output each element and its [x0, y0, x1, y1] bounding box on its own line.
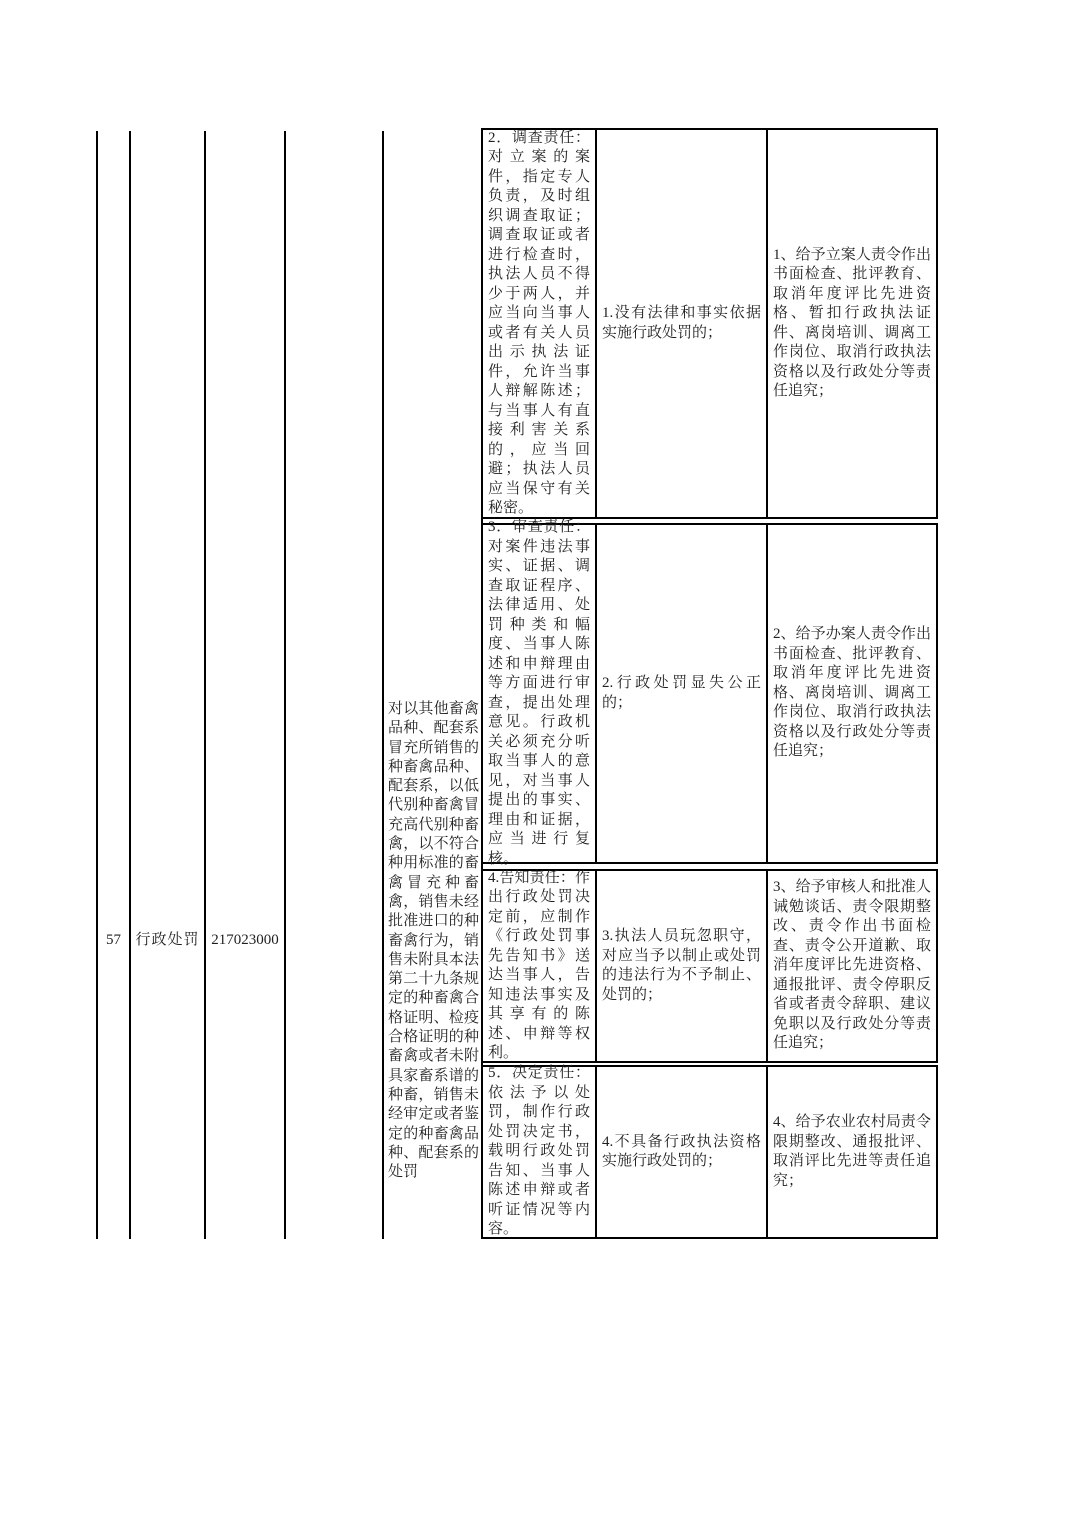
accountability-text: 3、给予审核人和批准人诫勉谈话、责令限期整改、责令作出书面检查、责令公开道歉、取消年度评比先进资格、通报批评、责令停职反省或者责令辞职、建议免职以及行政处分等责任追究；	[773, 879, 931, 1052]
responsibility-text: 3．审查责任：对案件违法事实、证据、调查取证程序、法律适用、处罚种类和幅度、当事人陈述和申辩理由等方面进行审查，提出处理意见。行政机关必须充分听取当事人的意见，对当事人提出的事实、理由和证据，应当进行复核。	[488, 519, 590, 867]
accountability-text: 1、给予立案人责令作出书面检查、批评教育、取消年度评比先进资格、暂扣行政执法证件、离岗培训、调离工作岗位、取消行政执法资格以及行政处分等责任追究；	[773, 246, 931, 399]
accountability-cell	[768, 525, 936, 862]
responsibility-cell	[483, 130, 597, 517]
violation-cell	[597, 130, 768, 517]
item-description-cell: 对以其他畜禽品种、配套系冒充所销售的种畜禽品种、配套系，以低代别种畜禽冒充高代别种畜禽，以不符合种用标准的畜禽冒充种畜禽，销售未经批准进口的种畜禽行为，销售未附具本法第二十九条规定的种畜禽合格证明、检疫合格证明的种畜禽或者未附具家畜系谱的种畜，销售未经审定或者鉴定的种畜禽品种、配套系的处罚	[388, 701, 479, 1181]
column-divider	[96, 131, 98, 1239]
responsibility-cell	[483, 519, 597, 867]
violation-text: 2.行政处罚显失公正的；	[602, 675, 761, 711]
responsibility-text: 2．调查责任：对立案的案件，指定专人负责，及时组织调查取证；调查取证或者进行检查时，执法人员不得少于两人，并应当向当事人或者有关人员出示执法证件，允许当事人辩解陈述；与当事人有直接利害关系的，应当回避；执法人员应当保守有关秘密。	[488, 129, 590, 516]
table-row	[481, 1065, 938, 1239]
violation-cell	[597, 1067, 768, 1237]
table-row	[481, 128, 938, 519]
responsibility-cell	[483, 871, 597, 1061]
accountability-cell	[768, 1067, 936, 1237]
accountability-text: 2、给予办案人责令作出书面检查、批评教育、取消年度评比先进资格、离岗培训、调离工作岗位、取消行政执法资格以及行政处分等责任追究；	[773, 626, 931, 760]
responsibility-text: 4.告知责任：作出行政处罚决定前，应制作《行政处罚事先告知书》送达当事人，告知违法事实及其享有的陈述、申辩等权利。	[488, 869, 590, 1061]
item-code-cell: 217023000	[211, 932, 279, 948]
violation-text: 4.不具备行政执法资格实施行政处罚的；	[602, 1133, 761, 1169]
column-divider	[204, 131, 206, 1239]
serial-number-cell: 57	[106, 932, 121, 948]
violation-cell	[597, 525, 768, 862]
accountability-cell	[768, 871, 936, 1061]
column-divider	[284, 131, 286, 1239]
violation-cell	[597, 871, 768, 1061]
violation-text: 1.没有法律和事实依据实施行政处罚的；	[602, 305, 761, 341]
responsibility-text: 5．决定责任：依法予以处罚，制作行政处罚决定书，载明行政处罚告知、当事人陈述申辩或者听证情况等内容。	[488, 1065, 590, 1238]
table-row	[481, 869, 938, 1063]
column-divider	[382, 131, 384, 1239]
accountability-cell	[768, 130, 936, 517]
violation-text: 3.执法人员玩忽职守，对应当予以制止或处罚的违法行为不予制止、处罚的；	[602, 928, 761, 1003]
table-row	[481, 519, 938, 867]
responsibility-cell	[483, 1067, 597, 1237]
column-divider	[129, 131, 131, 1239]
category-cell: 行政处罚	[135, 932, 200, 948]
accountability-text: 4、给予农业农村局责令限期整改、通报批评、取消评比先进等责任追究；	[773, 1114, 931, 1189]
